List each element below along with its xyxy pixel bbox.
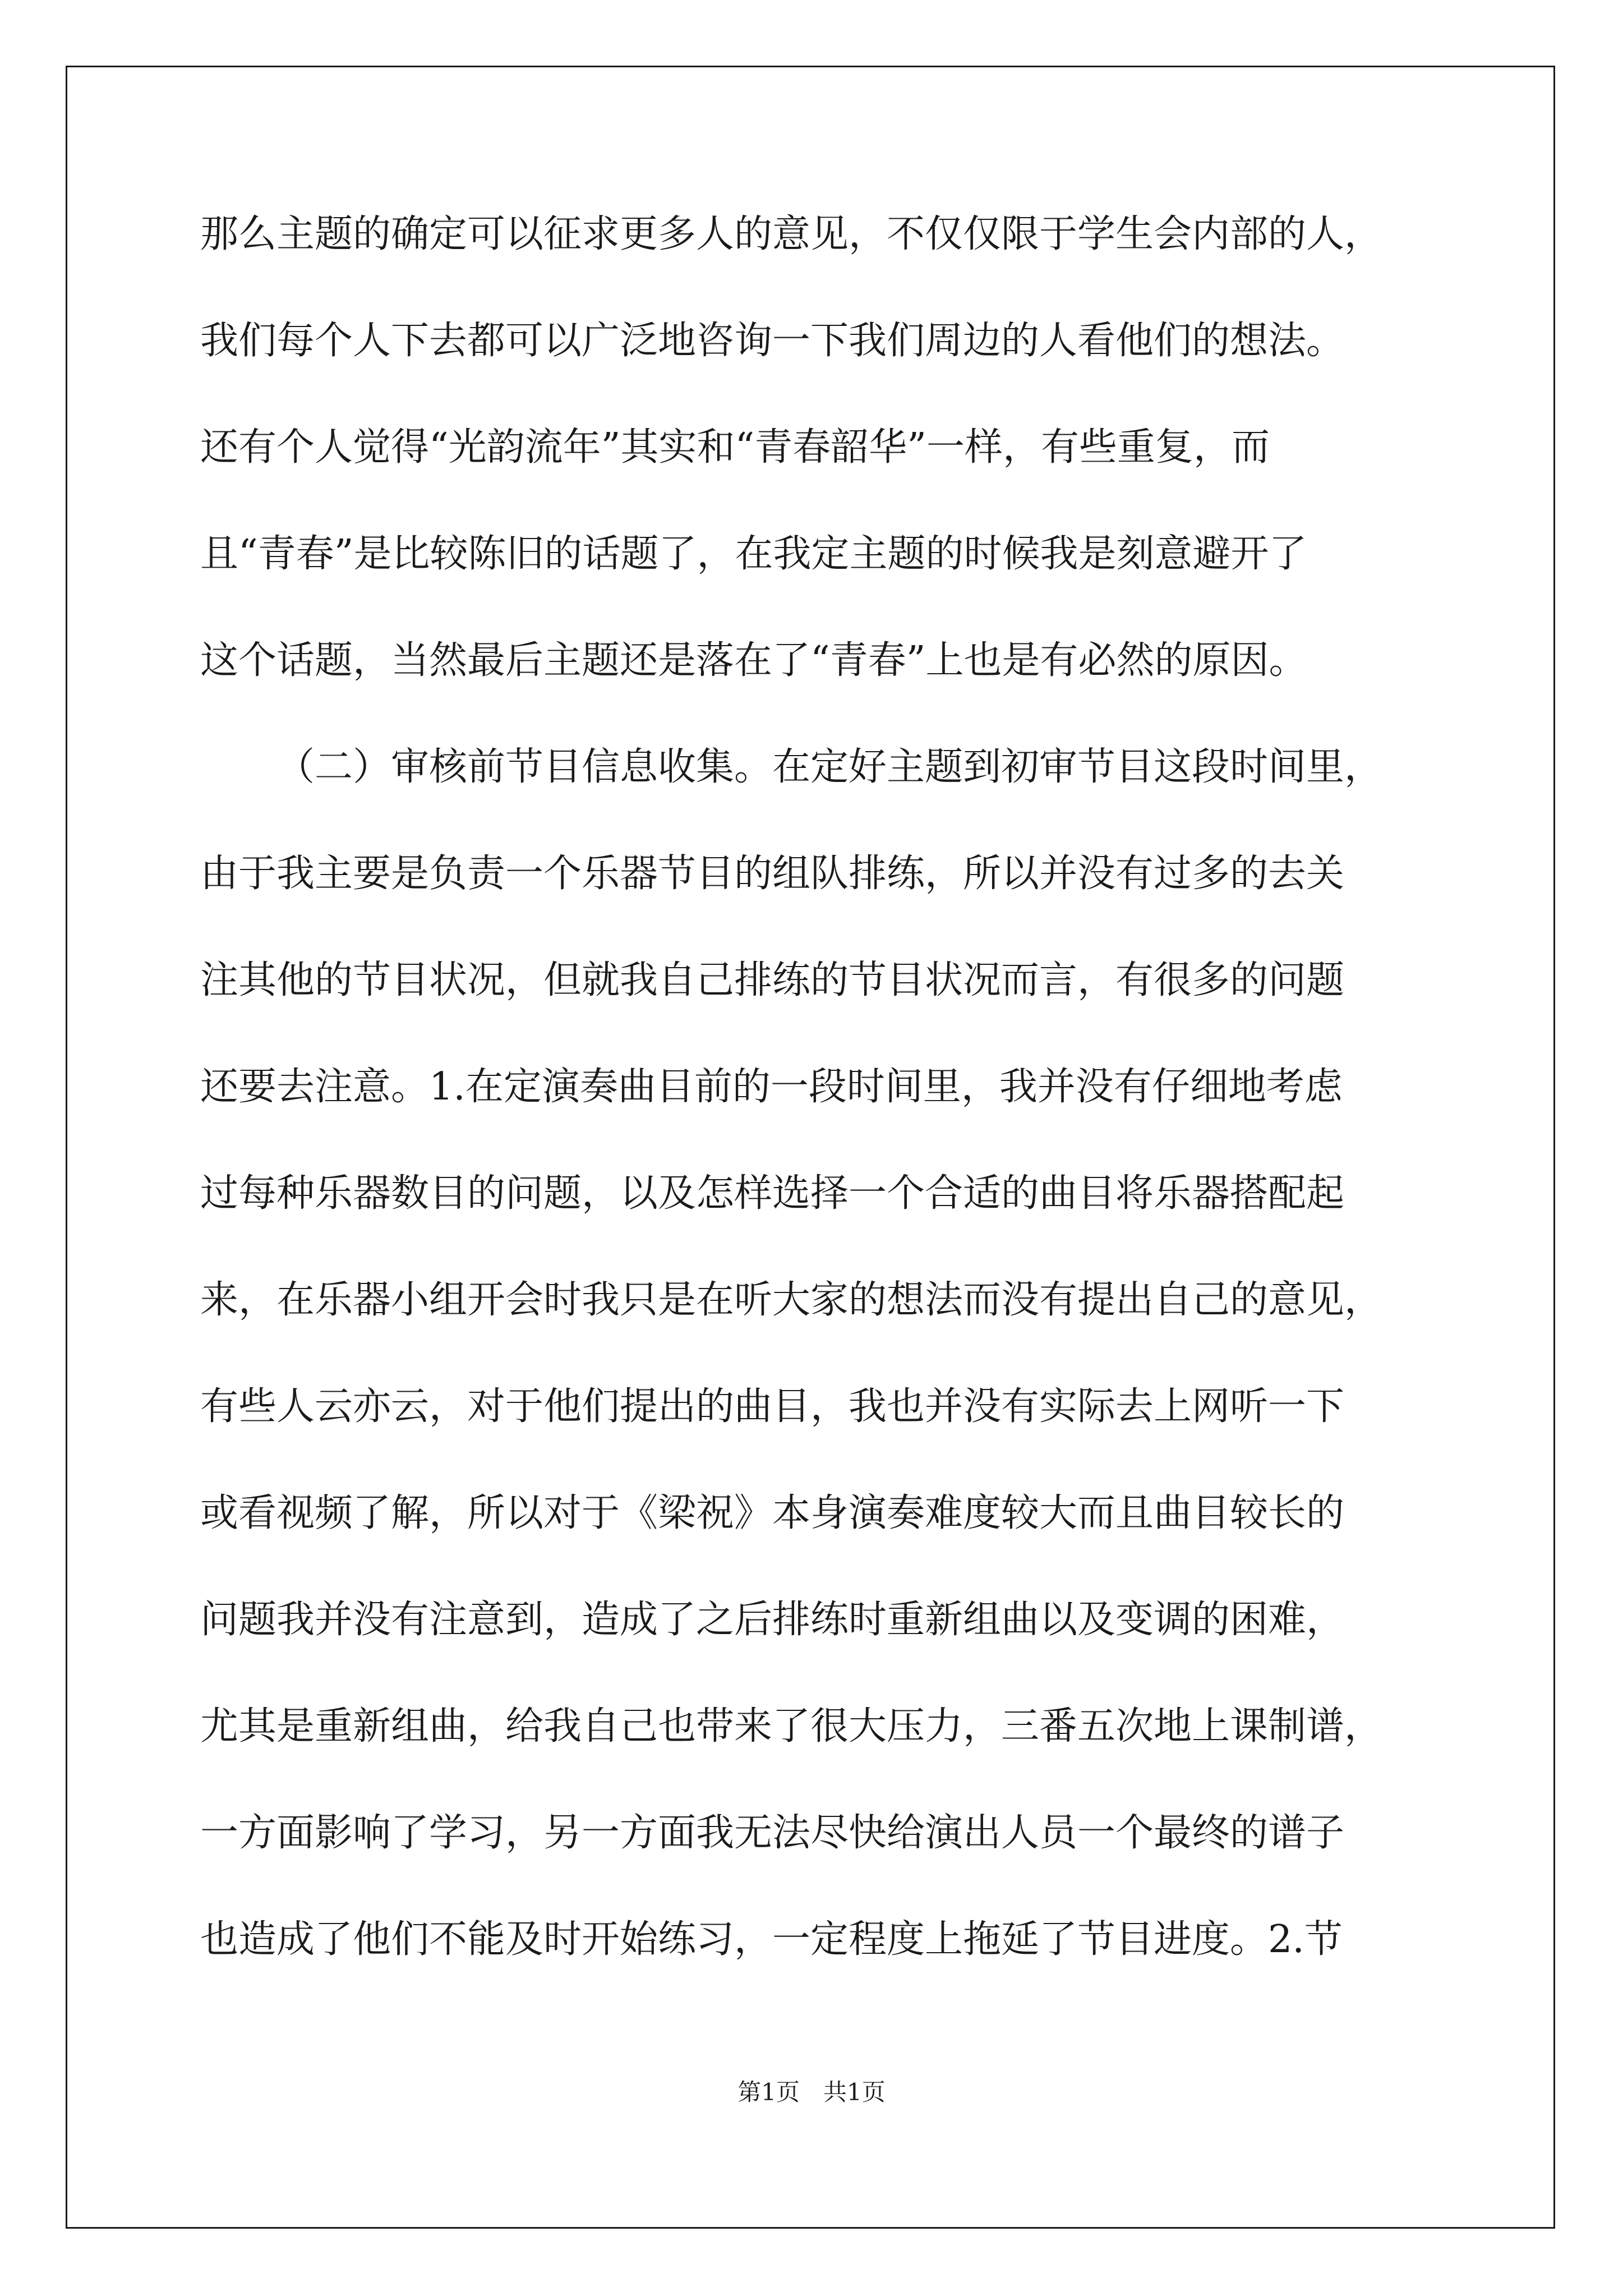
- text-line: 由于我主要是负责一个乐器节目的组队排练，所以并没有过多的去关: [200, 852, 1345, 896]
- text-line: 注其他的节目状况，但就我自己排练的节目状况而言，有很多的问题: [200, 958, 1345, 1002]
- text-line: 这个话题，当然最后主题还是落在了“青春”上也是有必然的原因。: [200, 638, 1307, 683]
- text-line: 或看视频了解，所以对于《梁祝》本身演奏难度较大而且曲目较长的: [200, 1491, 1345, 1535]
- text-line: 有些人云亦云，对于他们提出的曲目，我也并没有实际去上网听一下: [200, 1384, 1345, 1429]
- page-number: 第1页 共1页: [737, 2078, 886, 2106]
- text-line: 过每种乐器数目的问题，以及怎样选择一个合适的曲目将乐器搭配起: [200, 1171, 1345, 1216]
- text-line: 问题我并没有注意到，造成了之后排练时重新组曲以及变调的困难，: [200, 1598, 1345, 1642]
- text-line: 一方面影响了学习，另一方面我无法尽快给演出人员一个最终的谱子: [200, 1811, 1345, 1855]
- text-line: 我们每个人下去都可以广泛地咨询一下我们周边的人看他们的想法。: [200, 319, 1345, 363]
- text-line: 来，在乐器小组开会时我只是在听大家的想法而没有提出自己的意见，: [200, 1278, 1383, 1322]
- text-line: 也造成了他们不能及时开始练习，一定程度上拖延了节目进度。2.节: [200, 1917, 1343, 1962]
- text-line: （二）审核前节目信息收集。在定好主题到初审节目这段时间里，: [276, 745, 1383, 789]
- text-line: 那么主题的确定可以征求更多人的意见，不仅仅限于学生会内部的人，: [200, 212, 1383, 256]
- page-border: [66, 66, 1555, 2229]
- text-line: 还要去注意。1.在定演奏曲目前的一段时间里，我并没有仔细地考虑: [200, 1065, 1343, 1109]
- text-line: 还有个人觉得“光韵流年”其实和“青春韶华”一样，有些重复，而: [200, 425, 1270, 470]
- text-line: 尤其是重新组曲，给我自己也带来了很大压力，三番五次地上课制谱，: [200, 1704, 1383, 1749]
- text-line: 且“青春”是比较陈旧的话题了，在我定主题的时候我是刻意避开了: [200, 532, 1307, 576]
